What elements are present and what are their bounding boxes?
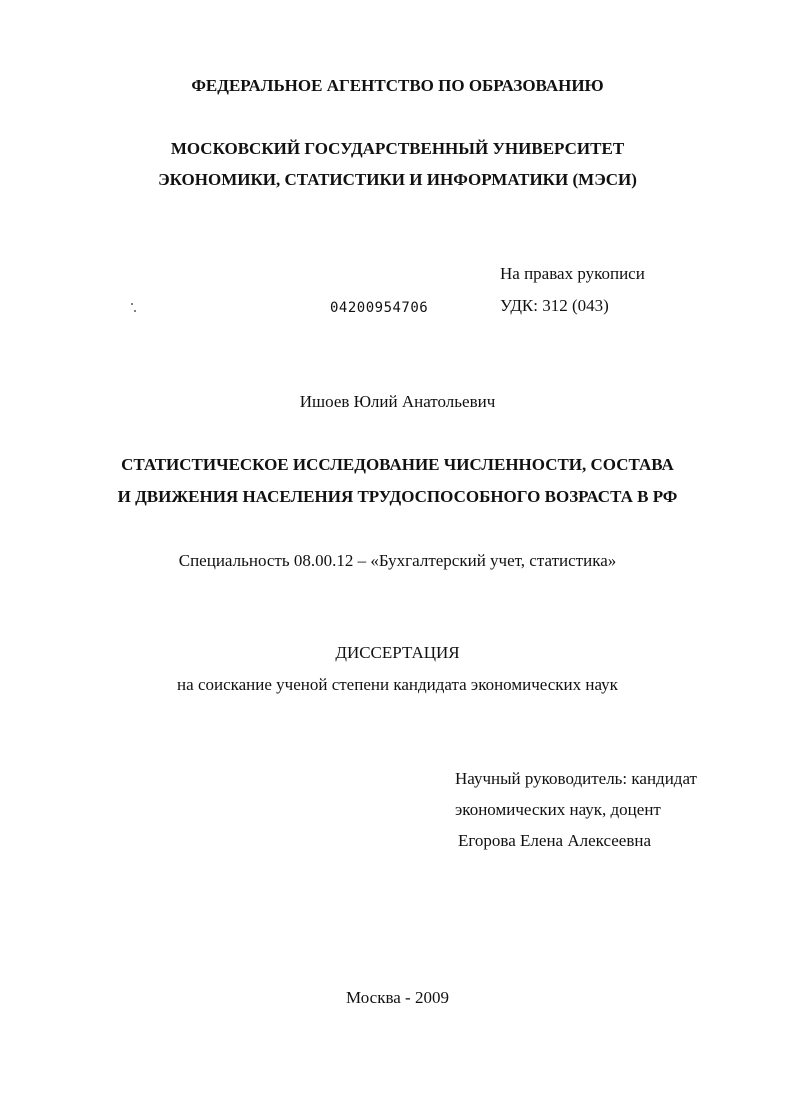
scan-speck [131,303,133,305]
dissertation-title-line-1: СТАТИСТИЧЕСКОЕ ИССЛЕДОВАНИЕ ЧИСЛЕННОСТИ, СОСТАВА [121,455,674,474]
scan-speck [134,310,136,312]
udc-code: УДК: 312 (043) [500,296,609,315]
agency-heading: ФЕДЕРАЛЬНОЕ АГЕНТСТВО ПО ОБРАЗОВАНИЮ [191,76,604,95]
supervisor-name: Егорова Елена Алексеевна [458,831,651,850]
catalog-number: 04200954706 [330,300,429,316]
supervisor-line-2: экономических наук, доцент [455,800,661,819]
supervisor-line-1: Научный руководитель: кандидат [455,769,697,788]
rights-note: На правах рукописи [500,264,645,283]
university-name-line-2: ЭКОНОМИКИ, СТАТИСТИКИ И ИНФОРМАТИКИ (МЭСИ) [158,170,637,189]
work-type-heading: ДИССЕРТАЦИЯ [335,643,460,662]
author-name: Ишоев Юлий Анатольевич [299,392,496,411]
specialty: Специальность 08.00.12 – «Бухгалтерский учет, статистика» [178,551,617,570]
university-name-line-1: МОСКОВСКИЙ ГОСУДАРСТВЕННЫЙ УНИВЕРСИТЕТ [170,139,625,158]
dissertation-title-line-2: И ДВИЖЕНИЯ НАСЕЛЕНИЯ ТРУДОСПОСОБНОГО ВОЗРАСТА В РФ [117,487,678,506]
place-and-year: Москва - 2009 [346,988,449,1007]
degree-statement: на соискание ученой степени кандидата экономических наук [177,675,618,694]
